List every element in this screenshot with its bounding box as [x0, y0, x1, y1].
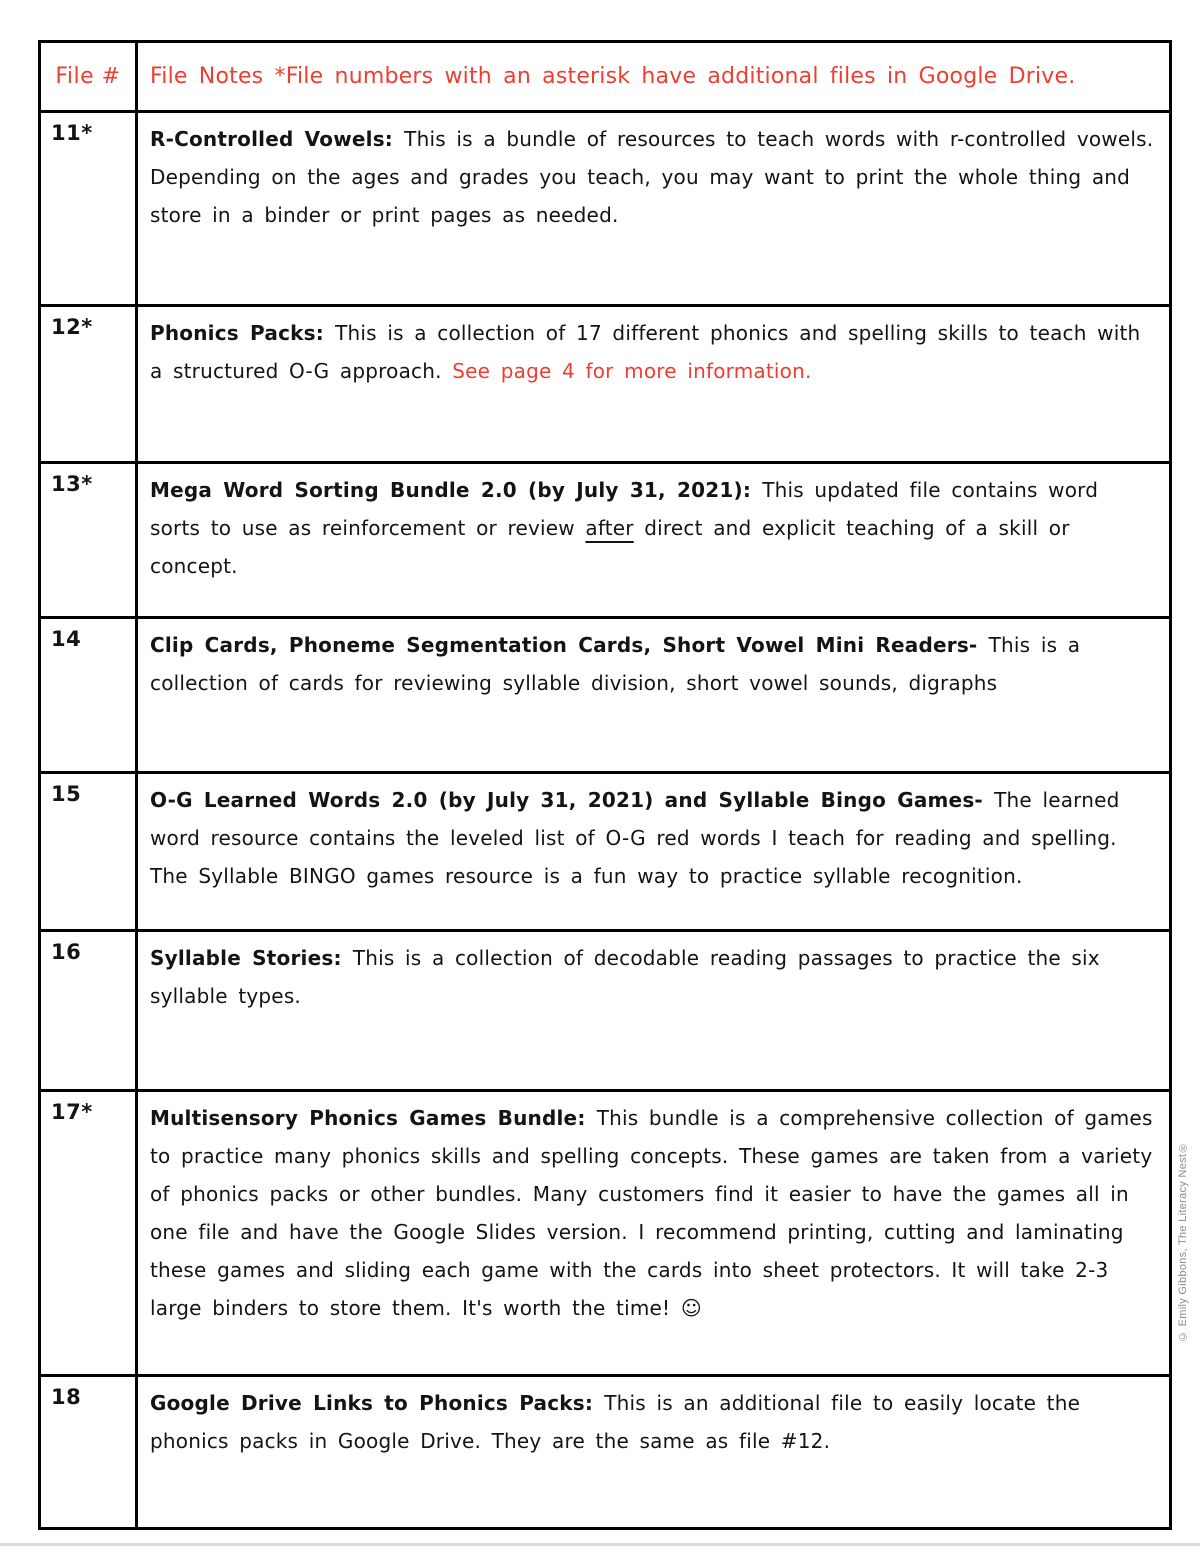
file-notes-table: [38, 40, 1172, 1530]
table-body: [41, 110, 1169, 1530]
file-number-cell: 16: [41, 932, 138, 1089]
note-segment-normal: The learned word resource contains the leveled list of O-G red words I teach for reading and spelling. The Syllable BINGO games resource is a fun way to practice syllable recognition.: [150, 788, 1120, 888]
note-segment-normal: This is an additional file to easily locate the phonics packs in Google Drive. They are the same as file #12.: [150, 1391, 1081, 1453]
file-note-cell: [138, 113, 1169, 304]
table-row: [41, 771, 1169, 929]
table-row: [41, 929, 1169, 1089]
note-segment-bold: Phonics Packs:: [150, 321, 336, 345]
file-number-cell: 12*: [41, 307, 138, 461]
file-number-cell: 17*: [41, 1092, 138, 1374]
file-note-cell: [138, 774, 1169, 929]
table-row: [41, 616, 1169, 771]
table-header-row: [41, 43, 1169, 110]
file-number-cell: 13*: [41, 464, 138, 616]
page-bottom-divider: [0, 1543, 1200, 1546]
file-number-cell: 18: [41, 1377, 138, 1530]
table-row: [41, 304, 1169, 461]
note-segment-bold: Multisensory Phonics Games Bundle:: [150, 1106, 597, 1130]
file-number-cell: 15: [41, 774, 138, 929]
file-note-cell: [138, 619, 1169, 771]
note-segment-underline: after: [585, 516, 634, 540]
note-segment-normal: This bundle is a comprehensive collection of games to practice many phonics skills and spelling concepts. These games are taken from a variety of phonics packs or other bundles. Many customers find it easier to have the games all in one file and have the Google Slides version. I recommend printing, cutting and laminating these games and sliding each game with the cards into sheet protectors. It will take 2-3 large binders to store them. It's worth the time! ☺: [150, 1106, 1153, 1320]
note-segment-normal: This is a collection of cards for reviewing syllable division, short vowel sounds, digraphs: [150, 633, 1081, 695]
file-number-cell: 14: [41, 619, 138, 771]
file-number-cell: 11*: [41, 113, 138, 304]
table-row: [41, 110, 1169, 304]
note-segment-normal: This is a bundle of resources to teach words with r-controlled vowels. Depending on the ages and grades you teach, you may want to print the whole thing and store in a binder or print pages as needed.: [150, 127, 1154, 227]
note-segment-bold: R-Controlled Vowels:: [150, 127, 405, 151]
table-row: [41, 461, 1169, 616]
note-segment-bold: Clip Cards, Phoneme Segmentation Cards, Short Vowel Mini Readers-: [150, 633, 989, 657]
file-note-cell: [138, 307, 1169, 461]
note-segment-normal: This is a collection of decodable reading passages to practice the six syllable types.: [150, 946, 1100, 1008]
note-segment-normal: This is a collection of 17 different phonics and spelling skills to teach with a structured O-G approach.: [150, 321, 1141, 383]
note-segment-normal: direct and explicit teaching of a skill or concept.: [150, 516, 1070, 578]
table-row: [41, 1089, 1169, 1374]
file-note-cell: [138, 932, 1169, 1089]
note-segment-bold: Mega Word Sorting Bundle 2.0 (by July 31, 2021):: [150, 478, 763, 502]
header-file-number: File #: [41, 43, 138, 110]
copyright-watermark: © Emily Gibbons, The Literacy Nest®: [1177, 1141, 1189, 1342]
note-segment-bold: O-G Learned Words 2.0 (by July 31, 2021) and Syllable Bingo Games-: [150, 788, 995, 812]
file-note-cell: [138, 1377, 1169, 1530]
table-row: [41, 1374, 1169, 1530]
header-file-notes: File Notes *File numbers with an asterisk have additional files in Google Drive.: [150, 63, 1076, 89]
file-note-cell: [138, 1092, 1169, 1374]
note-segment-normal: This updated file contains word sorts to use as reinforcement or review: [150, 478, 1099, 540]
note-segment-red: See page 4 for more information.: [452, 359, 812, 383]
note-segment-bold: Google Drive Links to Phonics Packs:: [150, 1391, 605, 1415]
note-segment-bold: Syllable Stories:: [150, 946, 353, 970]
file-note-cell: [138, 464, 1169, 616]
